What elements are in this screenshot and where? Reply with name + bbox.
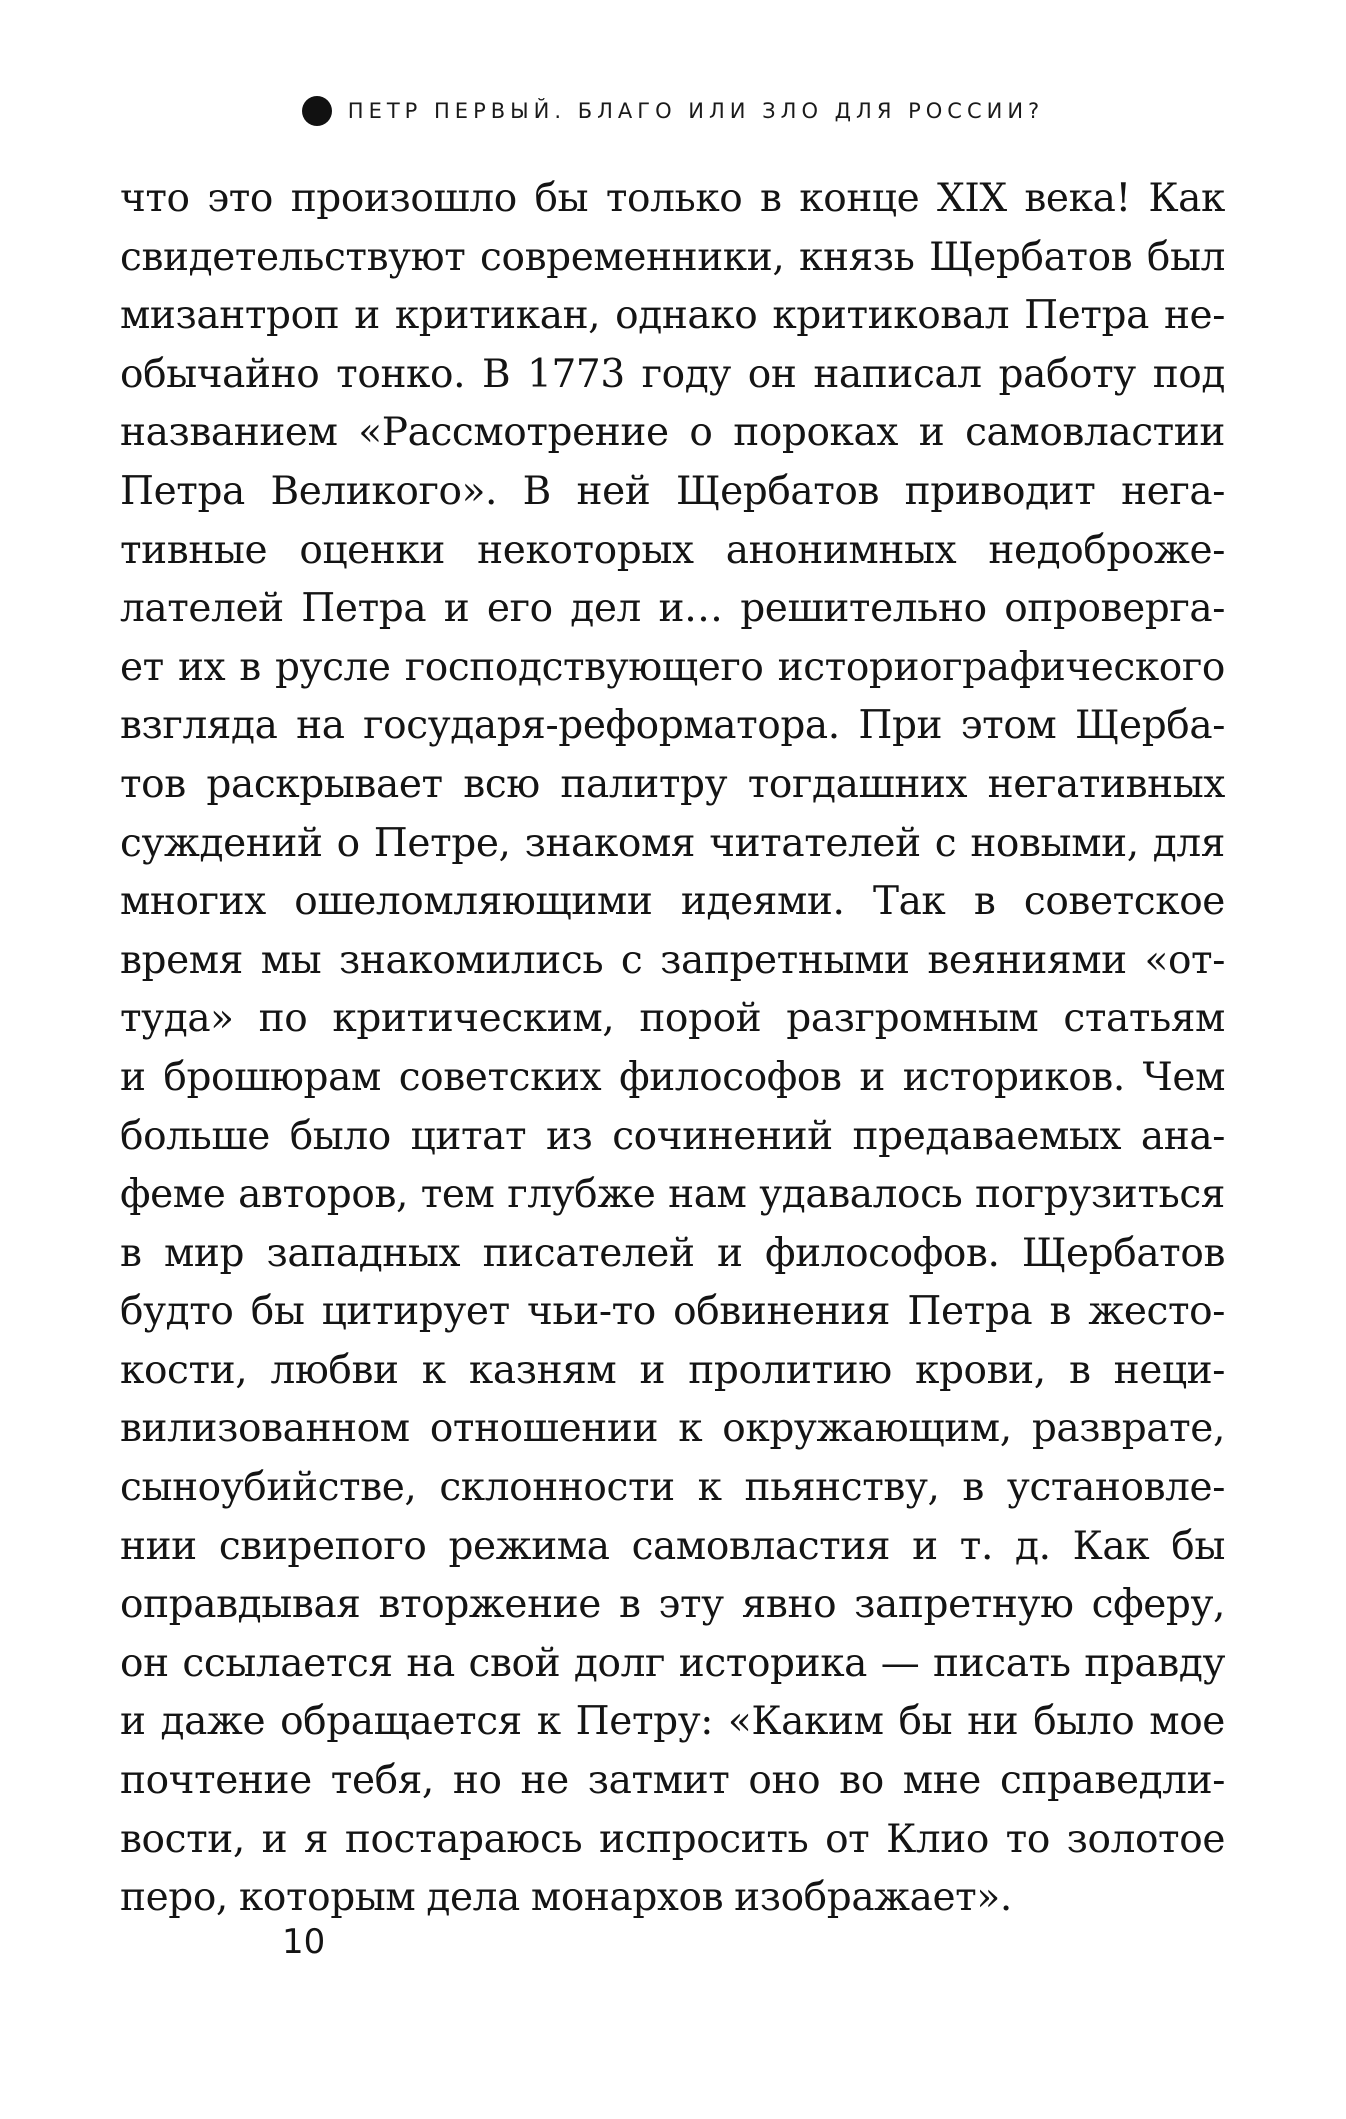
text-line: почтение тебя, но не затмит оно во мне справедли- <box>120 1758 1225 1804</box>
text-line: будто бы цитирует чьи-то обвинения Петра в жесто- <box>120 1289 1225 1335</box>
text-line: тов раскрывает всю палитру тогдашних негативных <box>120 761 1225 807</box>
text-line: и брошюрам советских философов и историков. Чем <box>120 1054 1225 1100</box>
text-line: больше было цитат из сочинений предаваемых ана- <box>120 1113 1225 1159</box>
text-line: оправдывая вторжение в эту явно запретную сферу, <box>120 1582 1225 1628</box>
filled-circle-icon <box>302 96 332 126</box>
text-line-last: перо, которым дела монархов изображает». <box>120 1875 1012 1921</box>
text-line: феме авторов, тем глубже нам удавалось погрузиться <box>120 1172 1225 1218</box>
text-line: тивные оценки некоторых анонимных недоброже- <box>120 527 1225 573</box>
text-line: вилизованном отношении к окружающим, разврате, <box>120 1406 1225 1452</box>
text-line: Петра Великого». В ней Щербатов приводит нега- <box>120 468 1225 514</box>
text-line: туда» по критическим, порой разгромным статьям <box>120 996 1225 1042</box>
text-line: в мир западных писателей и философов. Щербатов <box>120 1230 1225 1276</box>
text-line: сыноубийстве, склонности к пьянству, в установле- <box>120 1465 1225 1511</box>
text-line: мизантроп и критикан, однако критиковал Петра не- <box>120 293 1225 339</box>
text-line: взгляда на государя-реформатора. При этом Щерба- <box>120 703 1225 749</box>
text-line: свидетельствуют современники, князь Щербатов был <box>120 234 1225 280</box>
text-line: лателей Петра и его дел и… решительно опроверга- <box>120 586 1225 632</box>
text-line: и даже обращается к Петру: «Каким бы ни было мое <box>120 1699 1225 1745</box>
text-line: суждений о Петре, знакомя читателей с новыми, для <box>120 820 1225 866</box>
text-line: кости, любви к казням и пролитию крови, в неци- <box>120 1347 1225 1393</box>
running-header <box>0 96 1346 126</box>
page-number: 10 <box>282 1922 326 1962</box>
text-line: нии свирепого режима самовластия и т. д. Как бы <box>120 1523 1225 1569</box>
running-header-title: ПЕТР ПЕРВЫЙ. БЛАГО ИЛИ ЗЛО ДЛЯ РОССИИ? <box>347 99 1045 123</box>
text-line: вости, и я постараюсь испросить от Клио то золотое <box>120 1816 1225 1862</box>
text-line: названием «Рассмотрение о пороках и самовластии <box>120 410 1225 456</box>
text-line: ет их в русле господствующего историографического <box>120 644 1225 690</box>
text-line: обычайно тонко. В 1773 году он написал работу под <box>120 351 1225 397</box>
text-line: что это произошло бы только в конце XIX века! Как <box>120 176 1225 221</box>
text-line: время мы знакомились с запретными веяниями «от- <box>120 937 1225 983</box>
text-line: он ссылается на свой долг историка — писать правду <box>120 1640 1225 1686</box>
text-line: многих ошеломляющими идеями. Так в советское <box>120 879 1225 925</box>
body-text <box>120 170 1225 1928</box>
